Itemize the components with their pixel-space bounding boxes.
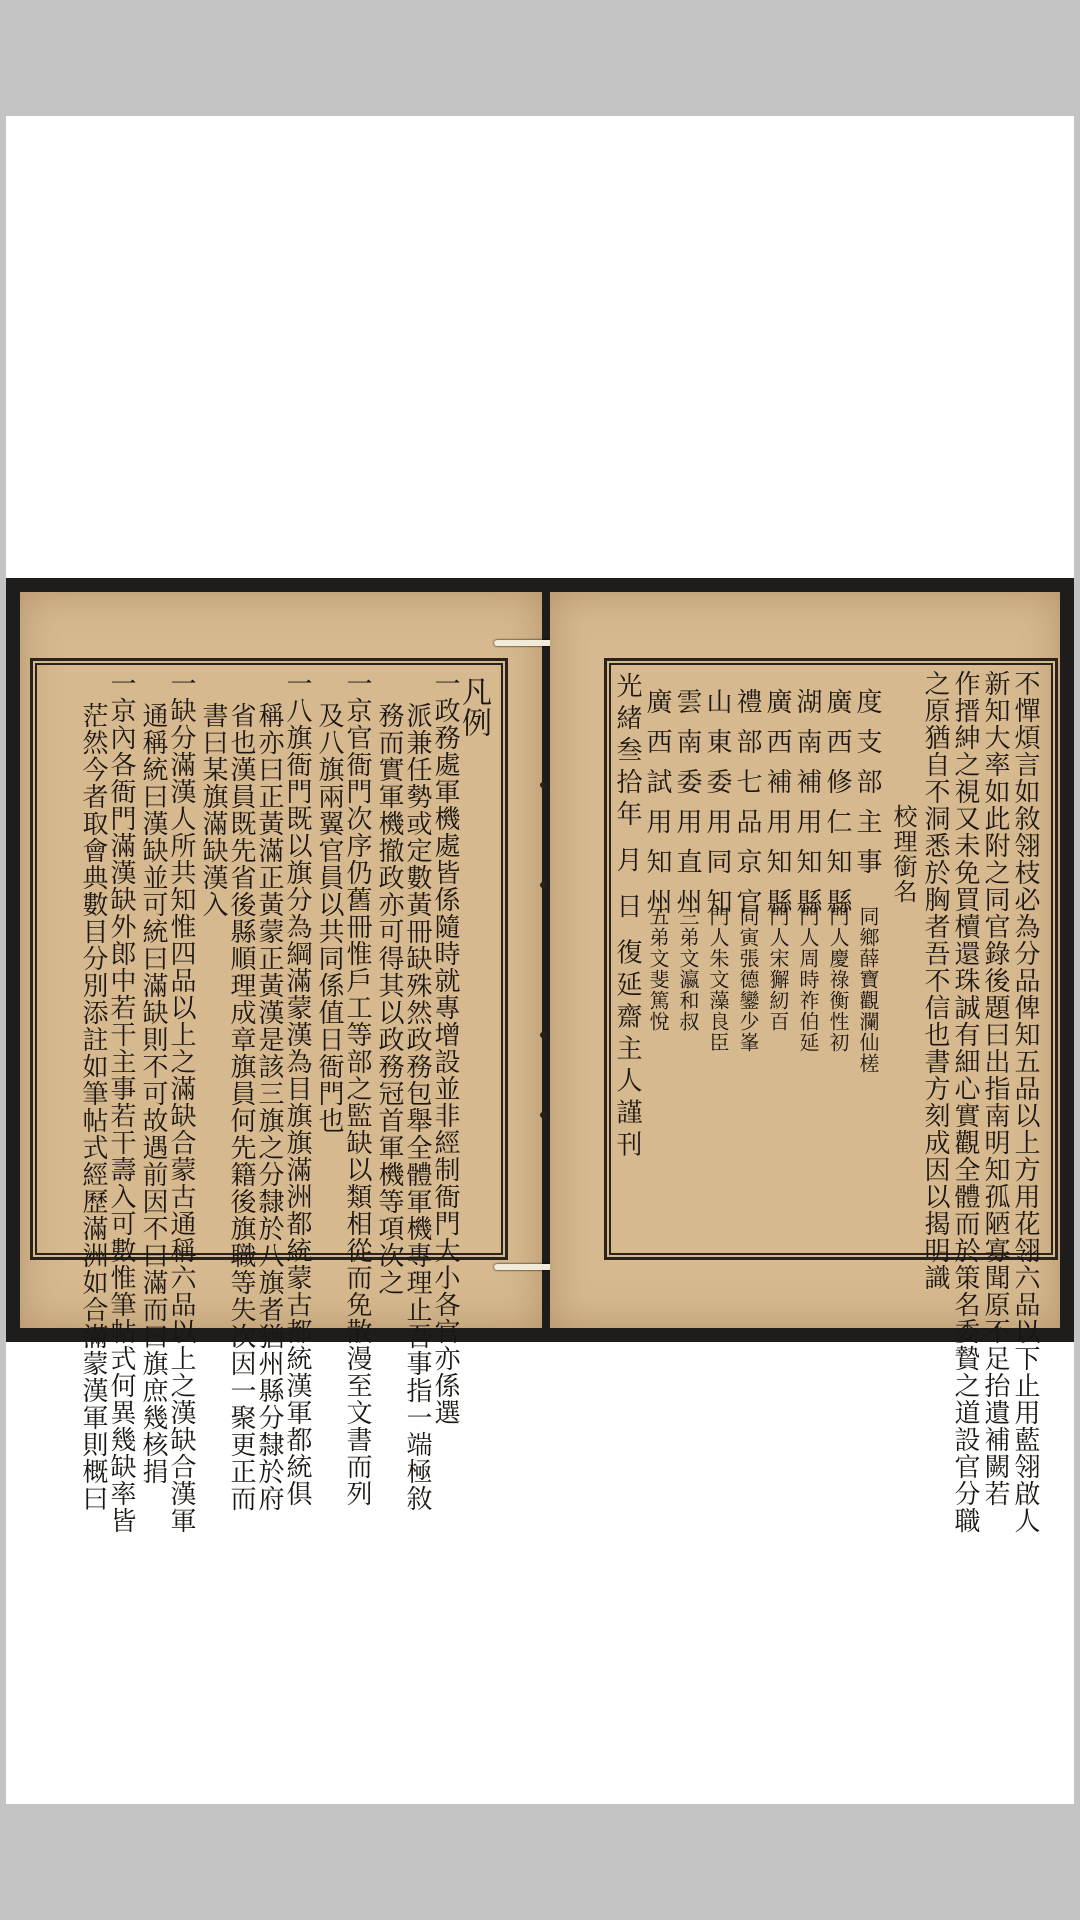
book-scan-image [6, 578, 1074, 1534]
left-col-5: 及八旗兩翼官員以共同係值日衙門也 [314, 702, 344, 1134]
name-person-2: 門人慶祿衡性初 [826, 906, 850, 1053]
name-office-5: 禮部七品京官 [732, 688, 762, 928]
name-office-2: 廣西修仁知縣 [822, 688, 852, 928]
name-person-3: 門人周時祚伯延 [796, 906, 820, 1053]
proofreader-heading: 校理銜名 [889, 804, 917, 904]
left-page [20, 592, 542, 1534]
left-col-7: 稱亦曰正黃滿正黃蒙正黃漢是該三旗之分隸於八旗者猶州縣分隸於府 [254, 702, 284, 1512]
left-col-11: 通稱統曰漢缺並可統曰滿缺則不可故遇前因不曰滿而曰旗庶幾核捐 [138, 702, 168, 1485]
left-col-9: 書曰某旗滿缺漢入 [198, 702, 228, 918]
binding-hole [540, 1112, 546, 1118]
left-col-1: 一政務處軍機處皆係隨時就專增設並非經制衙門大小各官亦係選 [430, 670, 460, 1426]
name-person-1: 同鄉薛寶觀瀾仙槎 [856, 906, 880, 1074]
intro-col-3: 作搢紳之視又未免買櫝還珠誠有細心實觀全體而於策名委贄之道設官分職 [950, 670, 980, 1534]
name-office-7: 雲南委用直州 [672, 688, 702, 928]
left-col-3: 務而實軍機撤政亦可得其以政務冠首軍機等項次之 [374, 702, 404, 1296]
left-col-8: 省也漢員既先省後縣順理成章旗員何先籍後旗職等失次因一聚更正而 [226, 702, 256, 1512]
binding-hole [540, 882, 546, 888]
name-office-3: 湖南補用知縣 [792, 688, 822, 928]
right-page [550, 592, 1060, 1534]
left-col-4: 一京官衙門次序仍舊冊惟戶工等部之監缺以類相從而免散漫至文書而列 [342, 670, 372, 1507]
left-page-heading: 凡例 [456, 676, 491, 738]
colophon: 光緒叁拾年 月 日 復延齋主人謹刊 [612, 672, 642, 1163]
binding-hole [540, 1032, 546, 1038]
left-col-13: 茫然今者取會典數目分別添註如筆帖式經歷滿洲如合滿蒙漢軍則概曰 [78, 702, 108, 1512]
left-col-2: 派兼任勢或定數黃冊缺殊然政務包舉全體軍機專理止吾事指一端極敘 [402, 702, 432, 1512]
name-person-6: 門人朱文藻良臣 [706, 906, 730, 1053]
intro-col-1: 不憚煩言如敘翎枝必為分品俾知五品以上方用花翎六品以下止用藍翎啟人 [1010, 670, 1040, 1534]
intro-col-2: 新知大率如此附之同官錄後題曰出指南明知孤陋寡聞原不足抬遺補闕若 [980, 670, 1010, 1507]
name-person-4: 門人宋獬紉百 [766, 906, 790, 1032]
name-person-7: 三弟文瀛和叔 [676, 906, 700, 1032]
intro-col-4: 之原猶自不洞悉於胸者吾不信也書方刻成因以揭明識 [920, 670, 950, 1291]
name-office-8: 廣西試用知州 [642, 688, 672, 928]
name-office-4: 廣西補用知縣 [762, 688, 792, 928]
name-office-1: 度支部主事 [852, 688, 882, 888]
left-col-10: 一缺分滿漢人所共知惟四品以上之滿缺合蒙古通稱六品以上之漢缺合漢軍 [166, 670, 196, 1534]
left-col-6: 一八旗衙門既以旗分為綱滿蒙漢為目旗旗滿洲都統蒙古都統漢軍都統俱 [282, 670, 312, 1507]
name-office-6: 山東委用同知 [702, 688, 732, 928]
left-col-12: 一京內各衙門滿漢缺外郎中若干主事若干壽入可數惟筆帖式何異幾缺率皆 [106, 670, 136, 1534]
binding-hole [540, 782, 546, 788]
name-person-8: 五弟文斐篤悅 [646, 906, 670, 1032]
viewer-canvas [6, 116, 1074, 1804]
name-person-5: 同寅張德鑾少峯 [736, 906, 760, 1053]
